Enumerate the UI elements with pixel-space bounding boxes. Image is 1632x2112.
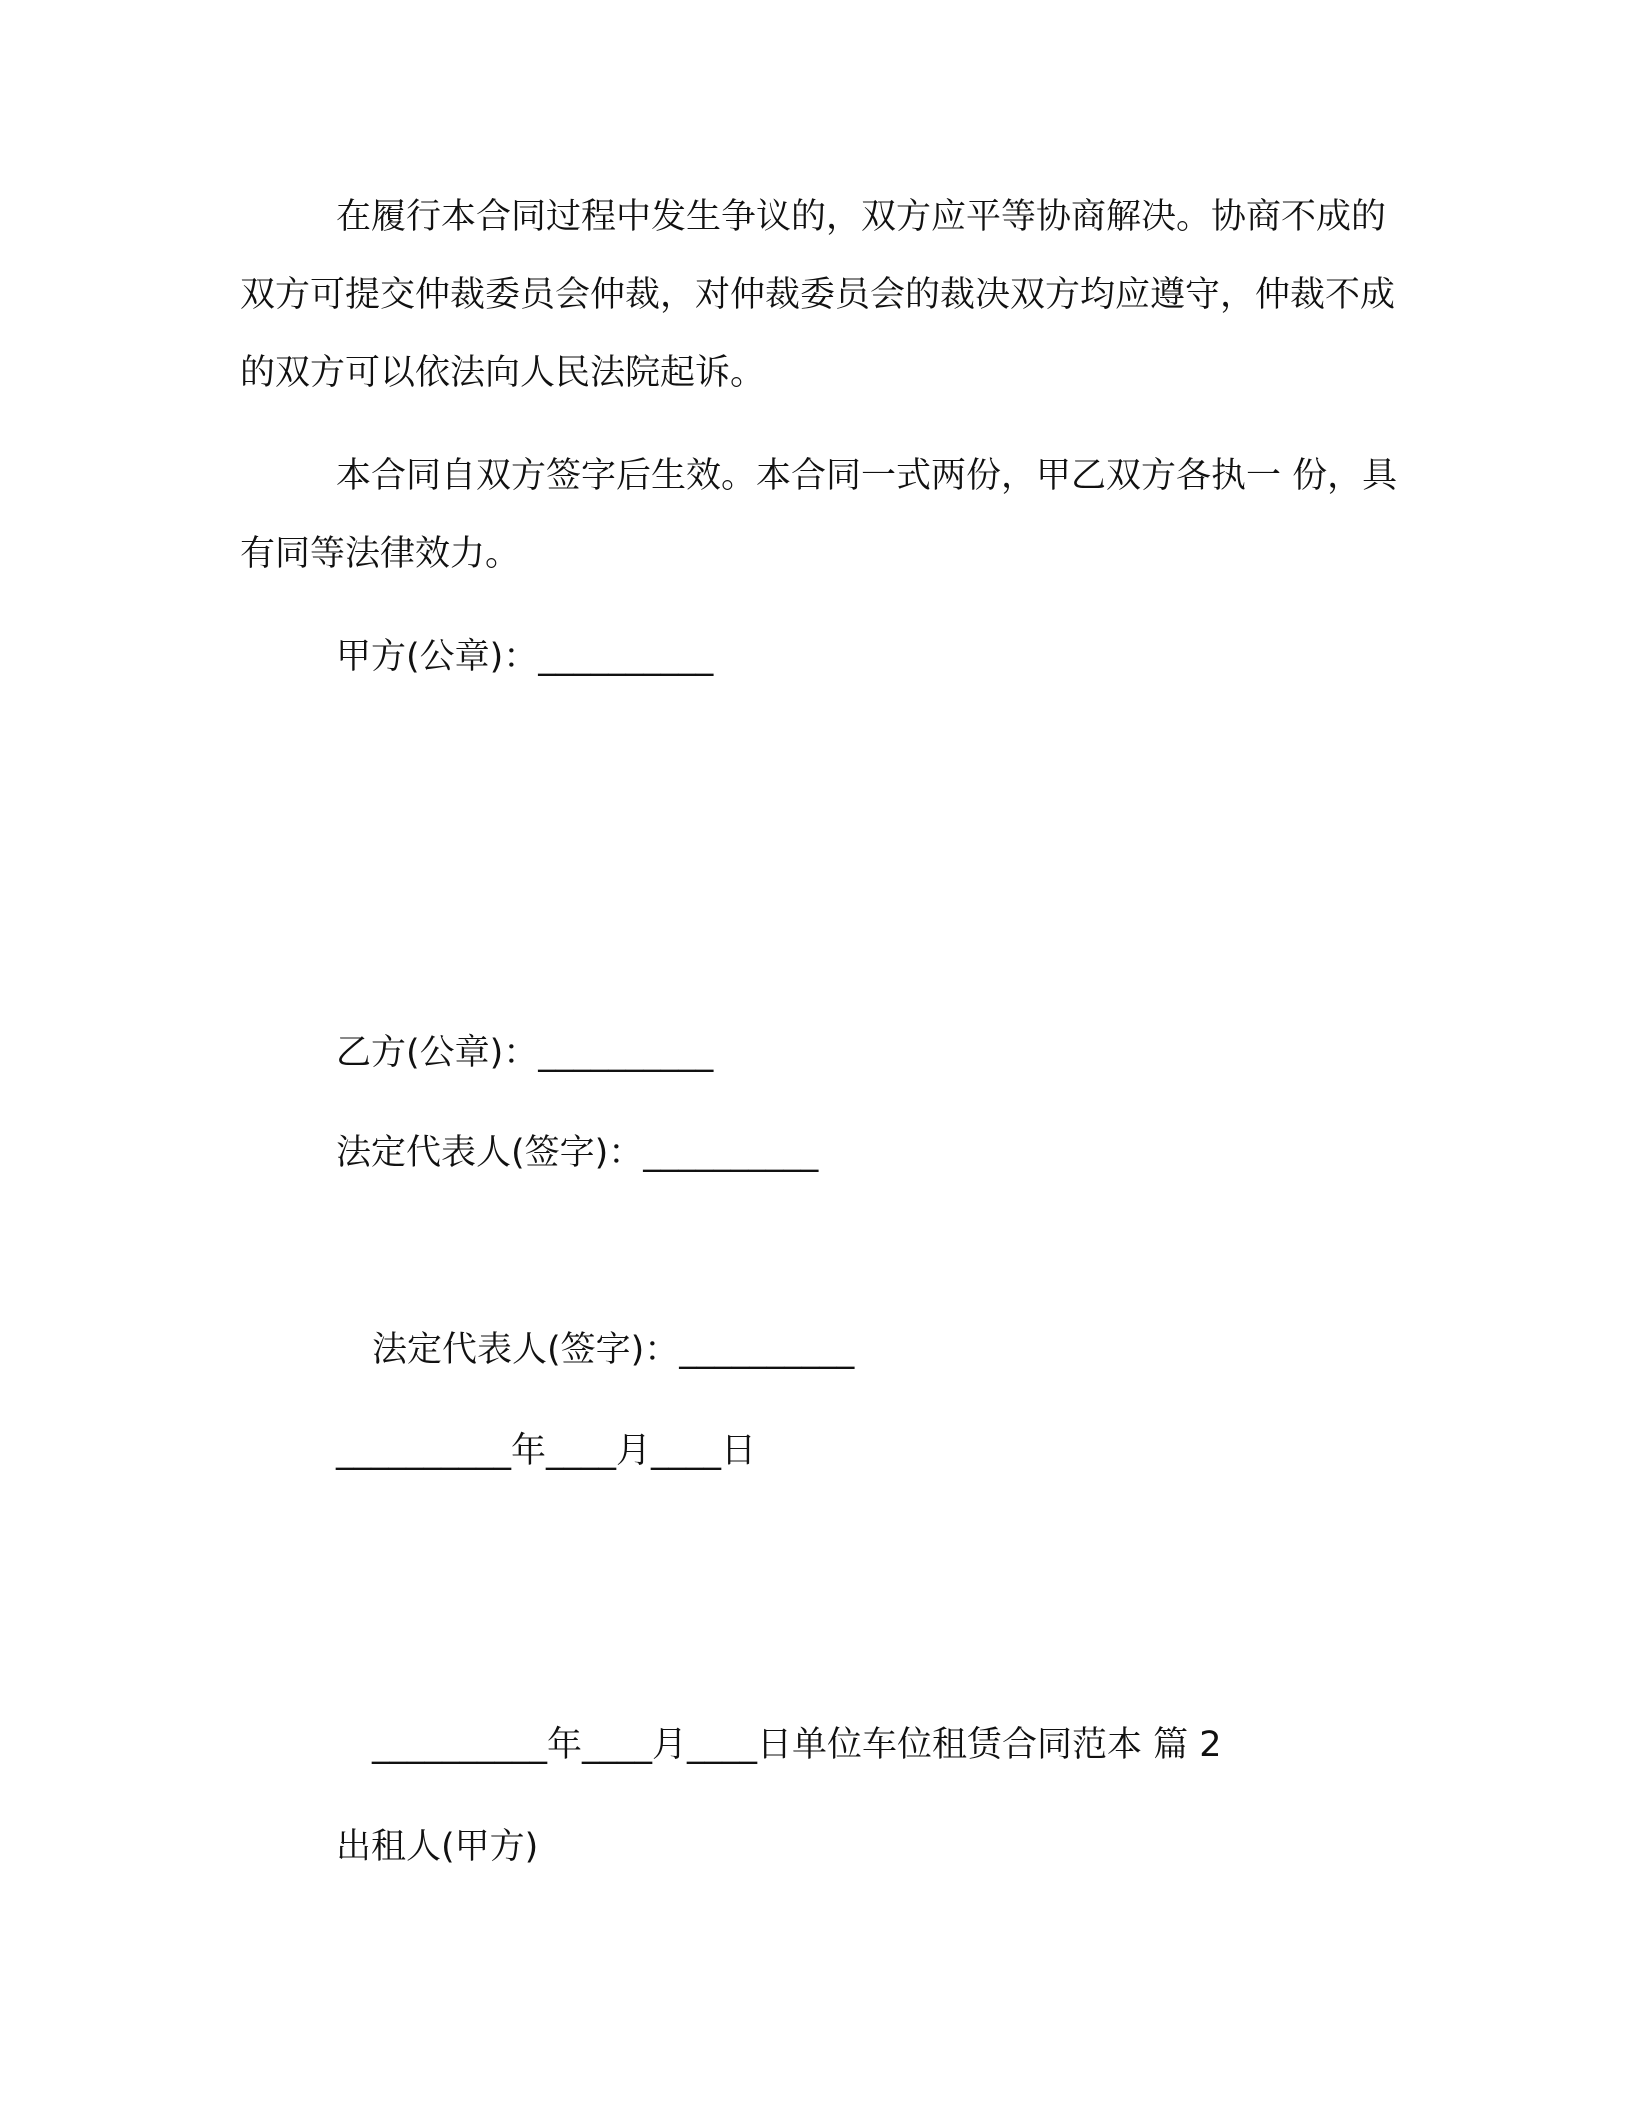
legal-representative-signature-line-2: 法定代表人(签字)：__________ (372, 1330, 855, 1370)
dispute-resolution-paragraph: 在履行本合同过程中发生争议的，双方应平等协商解决。协商不成的双方可提交仲裁委员会仲裁，对仲裁委员会的裁决双方均应遵守，仲裁不成的双方可以依法向人民法院起诉。 (240, 197, 1396, 393)
date-line: __________年____月____日 (336, 1431, 757, 1471)
section-2-heading: __________年____月____日单位车位租赁合同范本 篇 2 (372, 1725, 1222, 1765)
effectiveness-paragraph: 本合同自双方签字后生效。本合同一式两份，甲乙双方各执一 份，具有同等法律效力。 (240, 456, 1398, 574)
party-b-seal-line: 乙方(公章)：__________ (336, 1033, 714, 1073)
party-a-seal-line: 甲方(公章)：__________ (336, 637, 714, 677)
legal-representative-signature-line: 法定代表人(签字)：__________ (336, 1133, 819, 1173)
lessor-label: 出租人(甲方) (336, 1827, 539, 1867)
